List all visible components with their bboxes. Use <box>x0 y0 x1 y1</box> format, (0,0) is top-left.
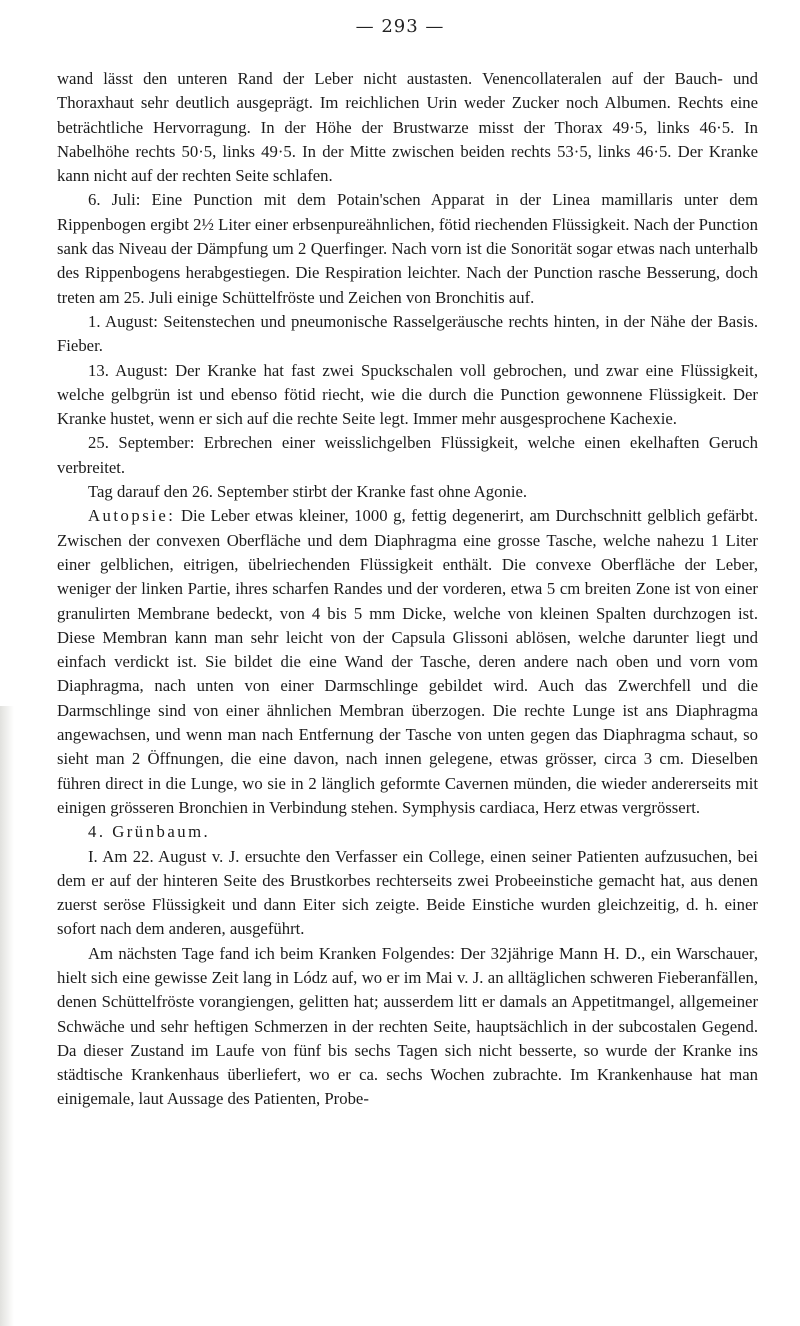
section-heading-gruenbaum <box>57 820 758 844</box>
paragraph-2: 6. Juli: Eine Punction mit dem Potain'schen Apparat in der Linea mamillaris unter dem Rippenbogen ergibt 2½ Liter einer erbsenpureähnlichen, fötid riechenden Flüssigkeit. Nach der Punction sank das Niveau der Dämpfung um 2 Querfinger. Nach vorn ist die Sonorität sogar etwas nach unterhalb des Rippenbogens herabgestiegen. Die Respiration leichter. Nach der Punction rasche Besserung, doch treten am 25. Juli einige Schüttelfröste und Zeichen von Bronchitis auf. <box>57 190 758 307</box>
body-text <box>57 67 758 1112</box>
gruenbaum-heading: 4. Grünbaum. <box>88 822 211 842</box>
paragraph-case-1: I. Am 22. August v. J. ersuchte den Verfasser ein College, einen seiner Patienten aufzusuchen, bei dem er auf der hinteren Seite des Brustkorbes rechterseits zwei Probeeinstiche gemacht hat, aus denen zuerst seröse Flüssigkeit und dann Eiter sich zeigte. Beide Einstiche wurden gleichzeitig, d. h. einer sofort nach dem anderen, ausgeführt. <box>57 846 758 939</box>
page-number: — 293 — <box>355 16 445 37</box>
paragraph-6: Tag darauf den 26. September stirbt der Kranke fast ohne Agonie. <box>88 482 528 502</box>
paragraph-3: 1. August: Seitenstechen und pneumonische Rasselgeräusche rechts hinten, in der Nähe der Basis. Fieber. <box>57 311 758 356</box>
paragraph-case-1-findings: Am nächsten Tage fand ich beim Kranken Folgendes: Der 32jährige Mann H. D., ein Warschauer, hielt sich eine gewisse Zeit lang in Lódz auf, wo er im Mai v. J. an alltäglichen schweren Fieberanfällen, denen Schüttelfröste vorangiengen, gelitten hat; ausserdem litt er damals an Appetitmangel, allgemeiner Schwäche und sehr heftigen Schmerzen in der rechten Seite, hauptsächlich in der subcostalen Gegend. Da dieser Zustand im Laufe von fünf bis sechs Tagen sich nicht besserte, so wurde der Kranke ins städtische Krankenhaus überliefert, wo er ca. sechs Wochen zubrachte. Im Krankenhause hat man einigemale, laut Aussage des Patienten, Probe- <box>57 943 758 1109</box>
paragraph-autopsie <box>57 504 758 820</box>
paragraph-1: wand lässt den unteren Rand der Leber nicht austasten. Venencollateralen auf der Bauch- und Thoraxhaut sehr deutlich ausgeprägt. Im reichlichen Urin weder Zucker noch Albumen. Rechts eine beträchtliche Hervorragung. In der Höhe der Brustwarze misst der Thorax 49·5, links 46·5. In Nabelhöhe rechts 50·5, links 49·5. In der Mitte zwischen beiden rechts 53·5, links 46·5. Der Kranke kann nicht auf der rechten Seite schlafen. <box>57 69 758 186</box>
autopsie-heading: Autopsie: <box>88 506 176 526</box>
paragraph-5: 25. September: Erbrechen einer weisslichgelben Flüssigkeit, welche einen ekelhaften Geruch verbreitet. <box>57 433 758 477</box>
paragraph-4: 13. August: Der Kranke hat fast zwei Spuckschalen voll gebrochen, und zwar eine Flüssigkeit, welche gelbgrün ist und ebenso fötid riecht, wie die durch die Punction gewonnene Flüssigkeit. Der Kranke hustet, wenn er sich auf die rechte Seite legt. Immer mehr ausgesprochene Kachexie. <box>57 360 758 429</box>
autopsie-text: Die Leber etwas kleiner, 1000 g, fettig degenerirt, am Durchschnitt gelblich gefärbt. Zwischen der convexen Oberfläche und dem Diaphragma eine grosse Tasche, welche nahezu 1 Liter einer gelblichen, eitrigen, übelriechenden Flüssigkeit enthält. Die convexe Oberfläche der Leber, weniger der linken Partie, ihres scharfen Randes und der vorderen, etwa 5 cm breiten Zone ist von einer granulirten Membrane bedeckt, von 4 bis 5 mm Dicke, welche von kleinen Spalten durchzogen ist. Diese Membran kann man sehr leicht von der Capsula Glissoni ablösen, welche darunter liegt und einfach verdickt ist. Sie bildet die eine Wand der Tasche, deren andere nach oben und vorn vom Diaphragma, nach unten von einer Darmschlinge gebildet wird. Auch das Zwerchfell und die Darmschlinge sind von einer ähnlichen Membran überzogen. Die rechte Lunge ist ans Diaphragma angewachsen, und wenn man nach Entfernung der Tasche von unten gegen das Diaphragma schaut, so sieht man 2 Öffnungen, die eine davon, nach innen gelegene, etwas grösser, circa 3 cm. Dieselben führen direct in die Lunge, wo sie in 2 länglich geformte Cavernen münden, die wieder andererseits mit einigen grösseren Bronchien in Verbindung stehen. Symphysis cardiaca, Herz etwas vergrössert. <box>57 506 758 817</box>
page-edge-shadow <box>0 706 14 1326</box>
